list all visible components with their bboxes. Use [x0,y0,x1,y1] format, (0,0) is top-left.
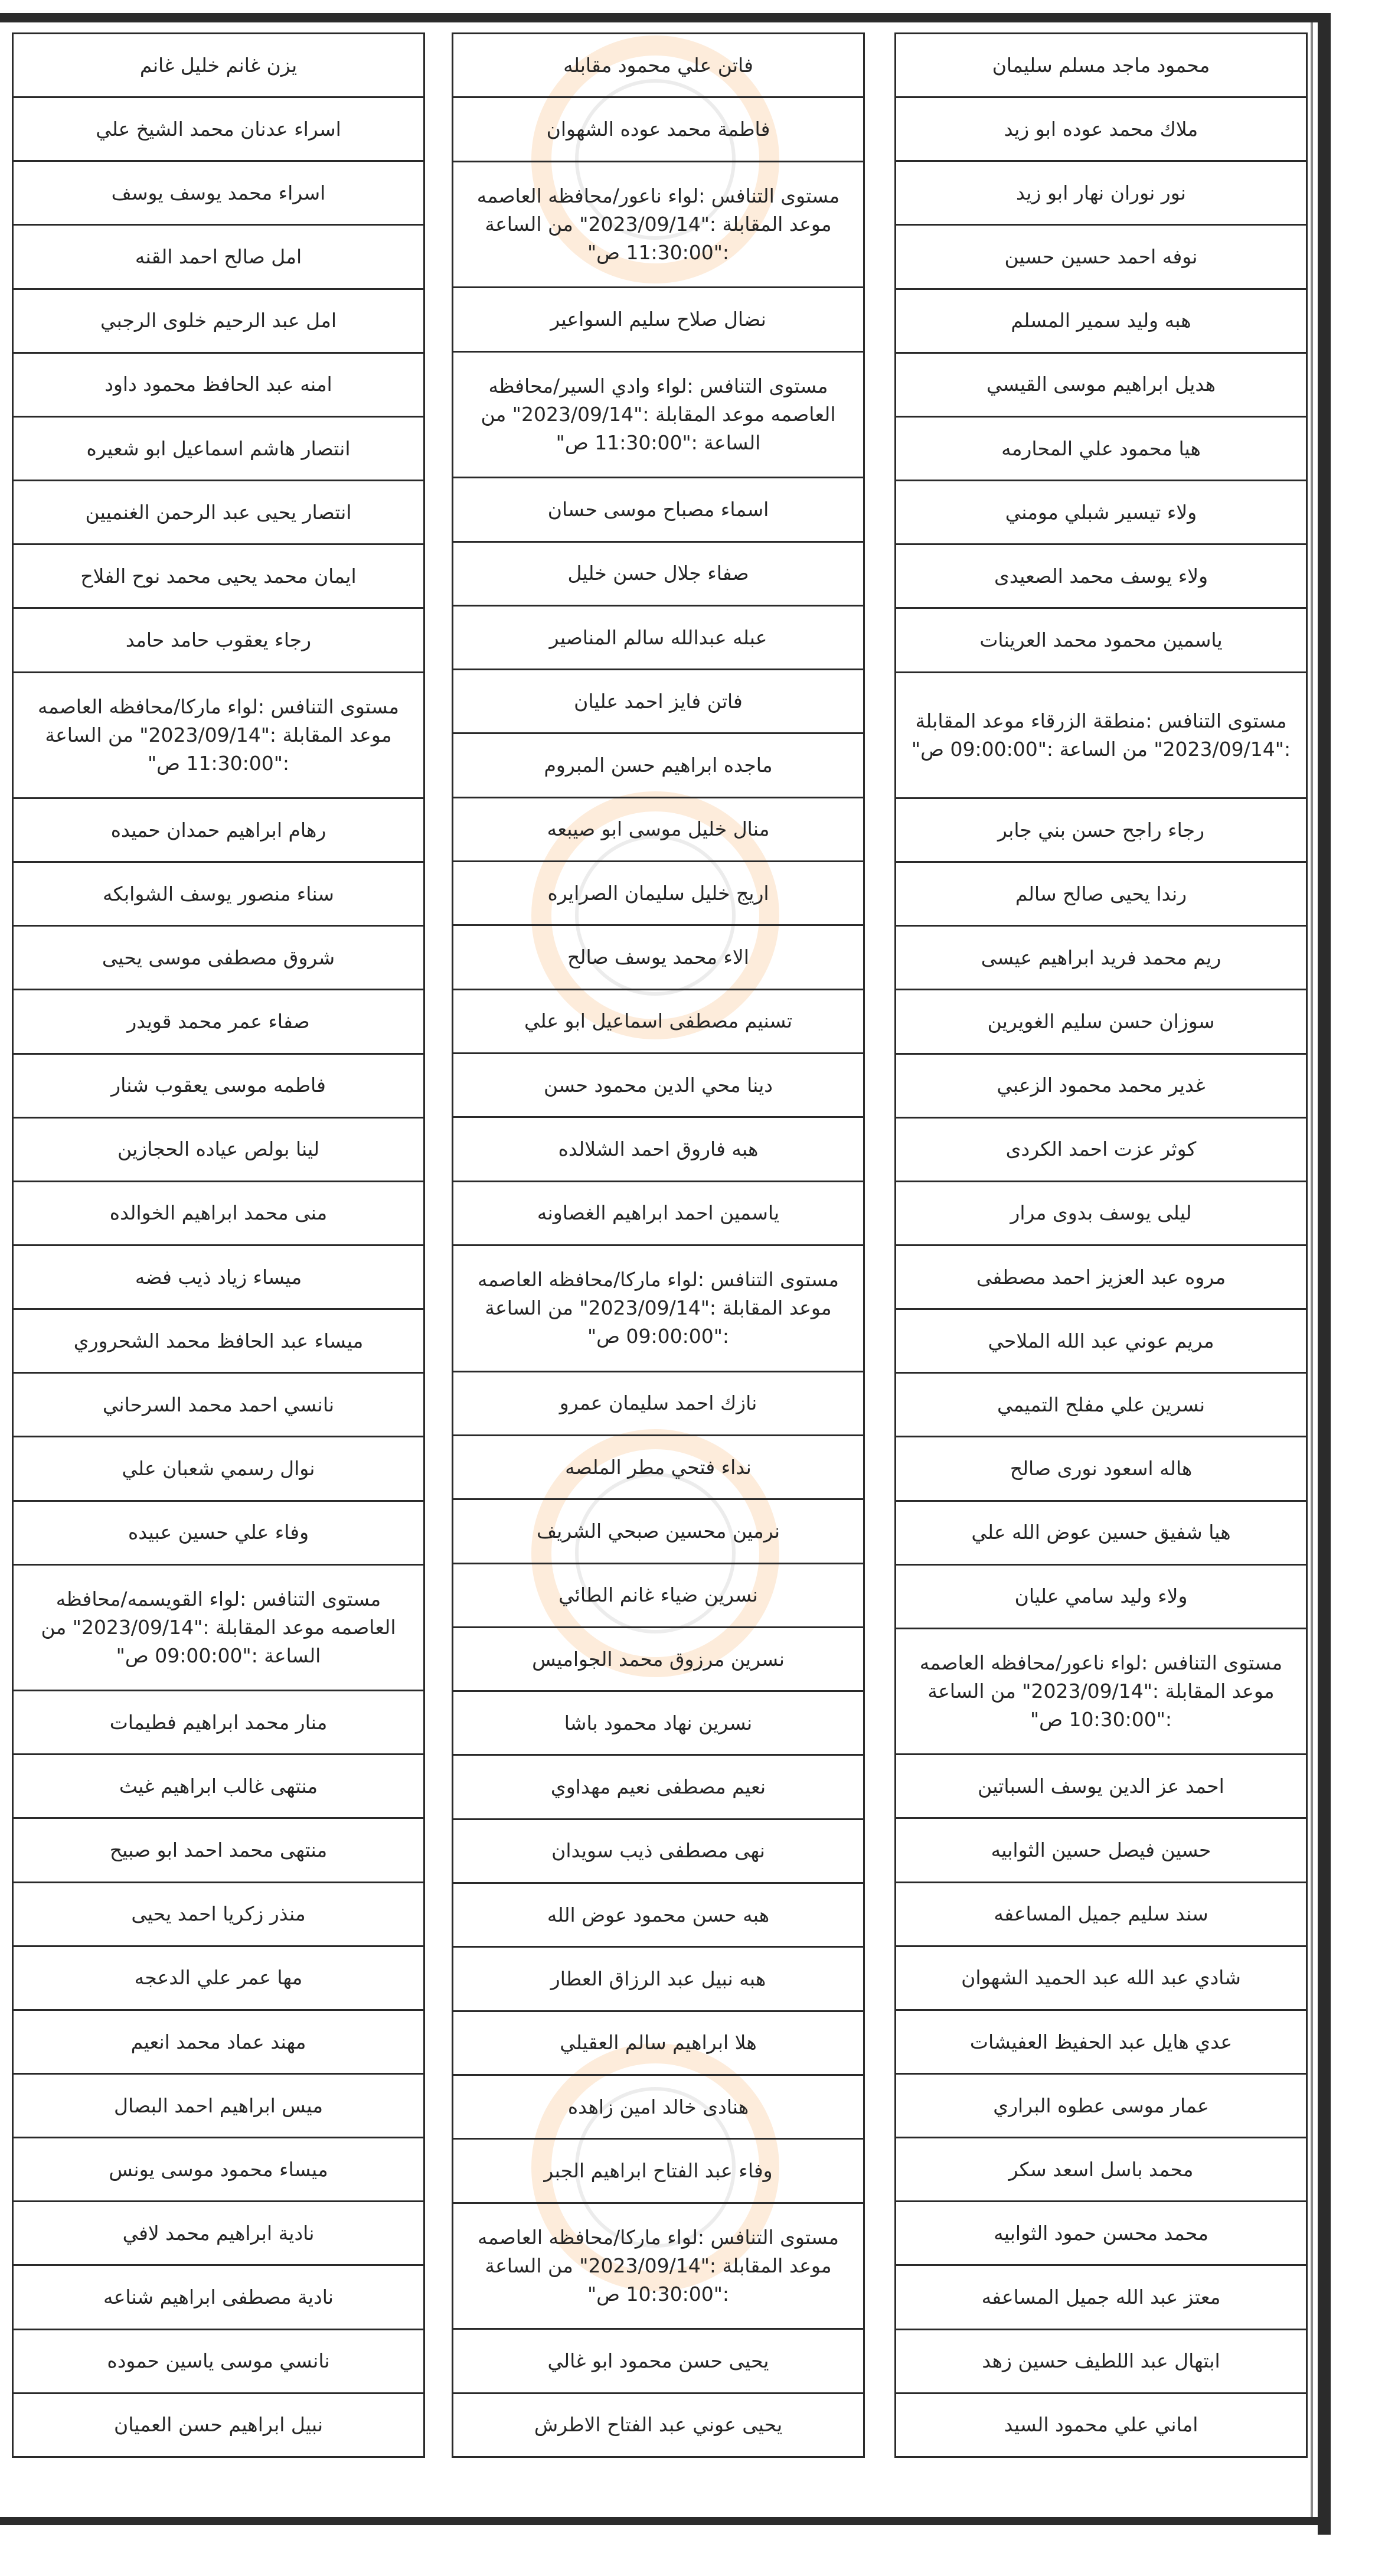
interview-schedule-cell: مستوى التنافس :لواء ماركا/محافظه العاصمه موعد المقابلة :"2023/09/14" من الساعة :"09:00:00 ص" [452,1244,865,1372]
name-cell: اسراء محمد يوسف يوسف [12,160,425,226]
name-cell: صفاء جلال حسن خليل [452,541,865,606]
name-cell: غدير محمد محمود الزعبي [894,1053,1308,1119]
name-cell: امل عبد الرحيم خلوى الرجبي [12,288,425,354]
name-cell: عدي هايل عبد الحفيظ العفيشات [894,2009,1308,2075]
name-cell: نسرين نهاد محمود باشا [452,1690,865,1756]
name-cell: دينا محي الدين محمود حسن [452,1052,865,1118]
interview-schedule-cell: مستوى التنافس :لواء ماركا/محافظه العاصمه موعد المقابلة :"2023/09/14" من الساعة :"10:30:00 ص" [452,2202,865,2330]
name-cell: نعيم مصطفى نعيم مهداوي [452,1754,865,1819]
name-cell: وفاء علي حسين عبيده [12,1500,425,1566]
name-cell: عمار موسى عطوه البراري [894,2073,1308,2138]
name-cell: فاتن علي محمود مقابله [452,32,865,98]
name-cell: منال خليل موسى ابو صيبعه [452,797,865,862]
name-cell: رجاء يعقوب حامد حامد [12,607,425,673]
name-cell: سوزان حسن سليم الغويرين [894,989,1308,1054]
interview-schedule-cell: مستوى التنافس :لواء القويسمه/محافظه العاصمه موعد المقابلة :"2023/09/14" من الساعة :"09:00:00 ص" [12,1564,425,1691]
interview-schedule-cell: مستوى التنافس :منطقة الزرقاء موعد المقابلة :"2023/09/14" من الساعة :"09:00:00 ص" [894,671,1308,799]
name-cell: نداء فتحي مطر الملصه [452,1434,865,1500]
name-cell: انتصار يحيى عبد الرحمن الغنميين [12,480,425,545]
name-cell: يحيى عوني عبد الفتاح الاطرش [452,2392,865,2458]
name-cell: وفاء عبد الفتاح ابراهيم الجبر [452,2138,865,2203]
names-column-right [894,34,1308,2458]
name-cell: رجاء راجح حسن بني جابر [894,797,1308,863]
name-cell: صفاء عمر محمد قويدر [12,989,425,1054]
name-cell: نور نوران نهار ابو زيد [894,160,1308,226]
name-cell: هلا ابراهيم سالم العقيلي [452,2010,865,2076]
name-cell: مروه عبد العزيز احمد مصطفى [894,1244,1308,1310]
name-cell: نهى مصطفى ذيب سويدان [452,1818,865,1884]
name-cell: امل صالح احمد القنه [12,224,425,289]
name-cell: شادي عبد الله عبد الحميد الشهوان [894,1945,1308,2011]
name-cell: اريج خليل سليمان الصرايره [452,860,865,926]
name-cell: احمد عز الدين يوسف السباتين [894,1753,1308,1819]
name-cell: اماني علي محمود السيد [894,2392,1308,2458]
name-cell: ولاء يوسف محمد الصعيدى [894,543,1308,609]
name-cell: هاله اسعود نورى صالح [894,1436,1308,1501]
name-cell: ياسمين محمود محمد العرينات [894,607,1308,673]
name-cell: رندا يحيى صالح سالم [894,861,1308,927]
name-cell: معتز عبد الله جميل المساعفه [894,2264,1308,2330]
interview-schedule-cell: مستوى التنافس :لواء ناعور/محافظه العاصمه موعد المقابلة :"2023/09/14" من الساعة :"10:30:00 ص" [894,1628,1308,1755]
name-cell: مها عمر علي الدعجه [12,1945,425,2011]
name-cell: نسرين ضياء غانم الطائي [452,1563,865,1628]
name-cell: ماجده ابراهيم حسن المبروم [452,732,865,798]
name-cell: محمد باسل اسعد سكر [894,2137,1308,2202]
page-frame-bottom [0,2517,1331,2525]
name-cell: نادية ابراهيم محمد لافي [12,2200,425,2266]
page-frame-right [1318,13,1331,2535]
interview-schedule-cell: مستوى التنافس :لواء ناعور/محافظه العاصمه موعد المقابلة :"2023/09/14" من الساعة :"11:30:00 ص" [452,161,865,289]
name-cell: سند سليم جميل المساعفه [894,1882,1308,1947]
name-cell: سناء منصور يوسف الشوابكه [12,861,425,927]
name-cell: الاء محمد يوسف صالح [452,924,865,990]
name-cell: منتهى غالب ابراهيم غيث [12,1753,425,1819]
name-cell: ياسمين احمد ابراهيم الغصاونه [452,1181,865,1246]
name-cell: نادية مصطفى ابراهيم شناعه [12,2264,425,2330]
name-cell: ليلى يوسف بدوى مرار [894,1181,1308,1246]
interview-schedule-cell: مستوى التنافس :لواء ماركا/محافظه العاصمه موعد المقابلة :"2023/09/14" من الساعة :"11:30:00 ص" [12,671,425,799]
name-cell: منى محمد ابراهيم الخوالده [12,1181,425,1246]
name-cell: ميساء زياد ذيب فضه [12,1244,425,1310]
name-cell: شروق مصطفى موسى يحيى [12,925,425,990]
page-frame-top [0,13,1328,22]
name-cell: حسين فيصل حسين الثوابيه [894,1817,1308,1883]
name-cell: تسنيم مصطفى اسماعيل ابو علي [452,989,865,1054]
name-cell: هديل ابراهيم موسى القيسي [894,352,1308,418]
name-cell: ولاء وليد سامي عليان [894,1564,1308,1629]
name-cell: لينا بولص عياده الحجازين [12,1117,425,1182]
name-cell: نوال رسمي شعبان علي [12,1436,425,1501]
name-cell: هبه نبيل عبد الرزاق العطار [452,1946,865,2011]
name-cell: عبله عبدالله سالم المناصير [452,605,865,670]
name-cell: ميساء محمود موسى يونس [12,2137,425,2202]
name-cell: ولاء تيسير شبلي مومني [894,480,1308,545]
names-column-left [12,34,425,2458]
name-cell: يحيى حسن محمود ابو غالي [452,2328,865,2394]
name-cell: ملاك محمد عوده ابو زيد [894,96,1308,162]
name-cell: ابتهال عبد اللطيف حسين زهد [894,2329,1308,2394]
name-cell: نبيل ابراهيم حسن العميان [12,2392,425,2458]
name-cell: اسراء عدنان محمد الشيخ علي [12,96,425,162]
name-cell: رهام ابراهيم حمدان حميده [12,797,425,863]
name-cell: منذر زكريا احمد يحيى [12,1882,425,1947]
name-cell: انتصار هاشم اسماعيل ابو شعيره [12,416,425,481]
name-cell: فاطمه موسى يعقوب شنار [12,1053,425,1119]
page-frame-inner-line [1311,22,1313,2517]
name-cell: ميساء عبد الحافظ محمد الشحروري [12,1308,425,1374]
name-cell: هنادى خالد امين زاهده [452,2074,865,2140]
names-column-middle [452,34,865,2458]
name-cell: فاطمة محمد عوده الشهوان [452,96,865,162]
interview-schedule-cell: مستوى التنافس :لواء وادي السير/محافظه العاصمه موعد المقابلة :"2023/09/14" من الساعة :"11:30:00 ص" [452,351,865,479]
name-cell: نرمين محسين صبحي الشريف [452,1498,865,1564]
name-cell: ايمان محمد يحيى محمد نوح الفلاح [12,543,425,609]
name-cell: محمد محسن حمود الثوابيه [894,2200,1308,2266]
name-cell: منار محمد ابراهيم فطيمات [12,1690,425,1755]
name-cell: فاتن فايز احمد عليان [452,669,865,734]
name-cell: هيا محمود علي المحارمه [894,416,1308,481]
name-cell: مريم عوني عبد الله الملاحي [894,1308,1308,1374]
name-cell: كوثر عزت احمد الكردى [894,1117,1308,1182]
name-cell: محمود ماجد مسلم سليمان [894,32,1308,98]
name-cell: منتهى محمد احمد ابو صبيح [12,1817,425,1883]
name-cell: هبه وليد سمير المسلم [894,288,1308,354]
name-cell: يزن غانم خليل غانم [12,32,425,98]
name-cell: نوفه احمد حسين حسين [894,224,1308,289]
name-cell: نسرين علي مفلح التميمي [894,1372,1308,1437]
name-cell: نسرين مرزوق محمد الجواميس [452,1626,865,1692]
name-cell: امنه عبد الحافظ محمود داود [12,352,425,418]
name-cell: ميس ابراهيم احمد البصال [12,2073,425,2138]
name-cell: نانسي موسى ياسين حموده [12,2329,425,2394]
name-cell: نازك احمد سليمان عمرو [452,1371,865,1436]
name-cell: ريم محمد فريد ابراهيم عيسى [894,925,1308,990]
name-cell: هيا شفيق حسين عوض الله علي [894,1500,1308,1566]
name-cell: هبه فاروق احمد الشلالده [452,1116,865,1182]
name-cell: اسماء مصباح موسى حسان [452,477,865,542]
name-cell: هبه حسن محمود عوض الله [452,1882,865,1948]
name-cell: نانسي احمد محمد السرحاني [12,1372,425,1437]
name-cell: مهند عماد محمد انعيم [12,2009,425,2075]
name-cell: نضال صلاح سليم السواعير [452,286,865,352]
